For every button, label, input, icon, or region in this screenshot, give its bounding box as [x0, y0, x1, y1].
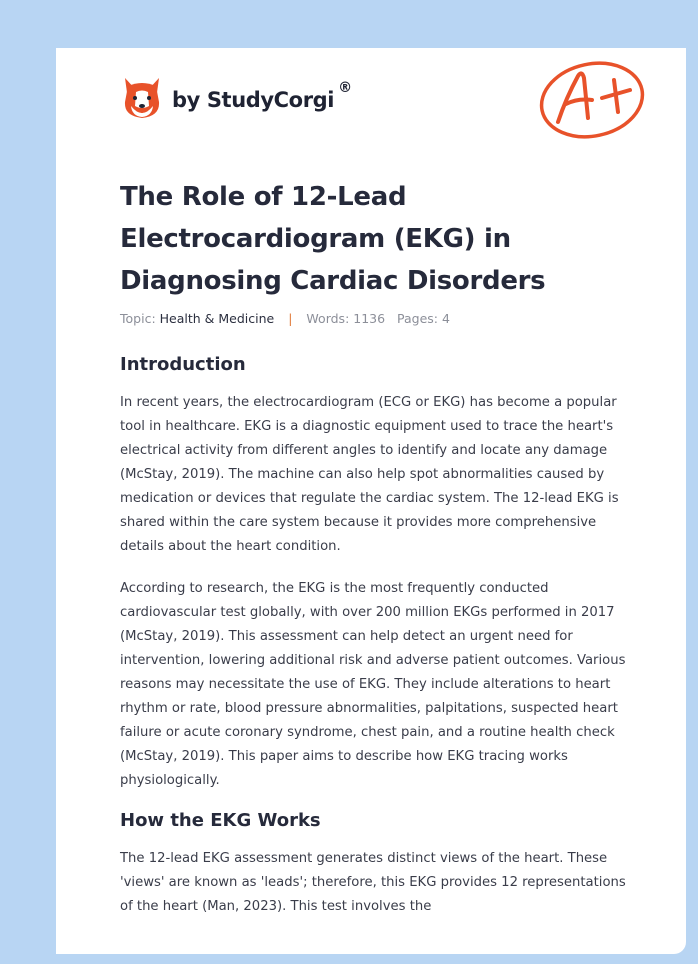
paragraph: According to research, the EKG is the most frequently conducted cardiovascular test globally, with over 200 million EKGs performed in 2017 (McStay, 2019). This assessment can help detect an urgent need for intervention, lowering additional risk and adverse patient outcomes. Various reasons may necessitate the use of EKG. They include alterations to heart rhythm or rate, blood pressure abnormalities, palpitations, suspected heart failure or acute coronary syndrome, chest pain, and a routine health check (McStay, 2019). This paper aims to describe how EKG tracing works physiologically. [120, 581, 626, 788]
brand-name: by StudyCorgi [172, 88, 335, 112]
pages-label: Pages: [397, 311, 438, 326]
section-heading-introduction: Introduction [120, 354, 246, 375]
document-page [56, 48, 686, 954]
registered-mark: ® [338, 80, 353, 96]
document-meta [120, 311, 450, 326]
topic-link[interactable]: Health & Medicine [159, 311, 275, 326]
grade-badge [536, 58, 648, 146]
paragraph: The 12-lead EKG assessment generates distinct views of the heart. These 'views' are known as 'leads'; therefore, this EKG provides 12 representations of the heart (Man, 2023). This test involves the [120, 851, 626, 914]
words-count: 1136 [353, 311, 386, 326]
meta-separator: | [288, 311, 293, 326]
words-label: Words: [306, 311, 350, 326]
a-plus-grade-icon [536, 58, 648, 142]
page-title: The Role of 12-Lead Electrocardiogram (EKG) in Diagnosing Cardiac Disorders [120, 182, 546, 296]
section-heading-how-ekg-works: How the EKG Works [120, 810, 321, 831]
paragraph: In recent years, the electrocardiogram (ECG or EKG) has become a popular tool in healthcare. EKG is a diagnostic equipment used to trace the heart's electrical activity from different angles to identify and locate any damage (McStay, 2019). The machine can also help spot abnormalities caused by medication or devices that regulate the cardiac system. The 12-lead EKG is shared within the care system because it provides more comprehensive details about the heart condition. [120, 395, 619, 554]
corgi-logo-icon [122, 76, 162, 120]
topic-label: Topic: [120, 311, 156, 326]
brand-logo[interactable] [122, 76, 352, 120]
pages-count: 4 [441, 311, 450, 326]
